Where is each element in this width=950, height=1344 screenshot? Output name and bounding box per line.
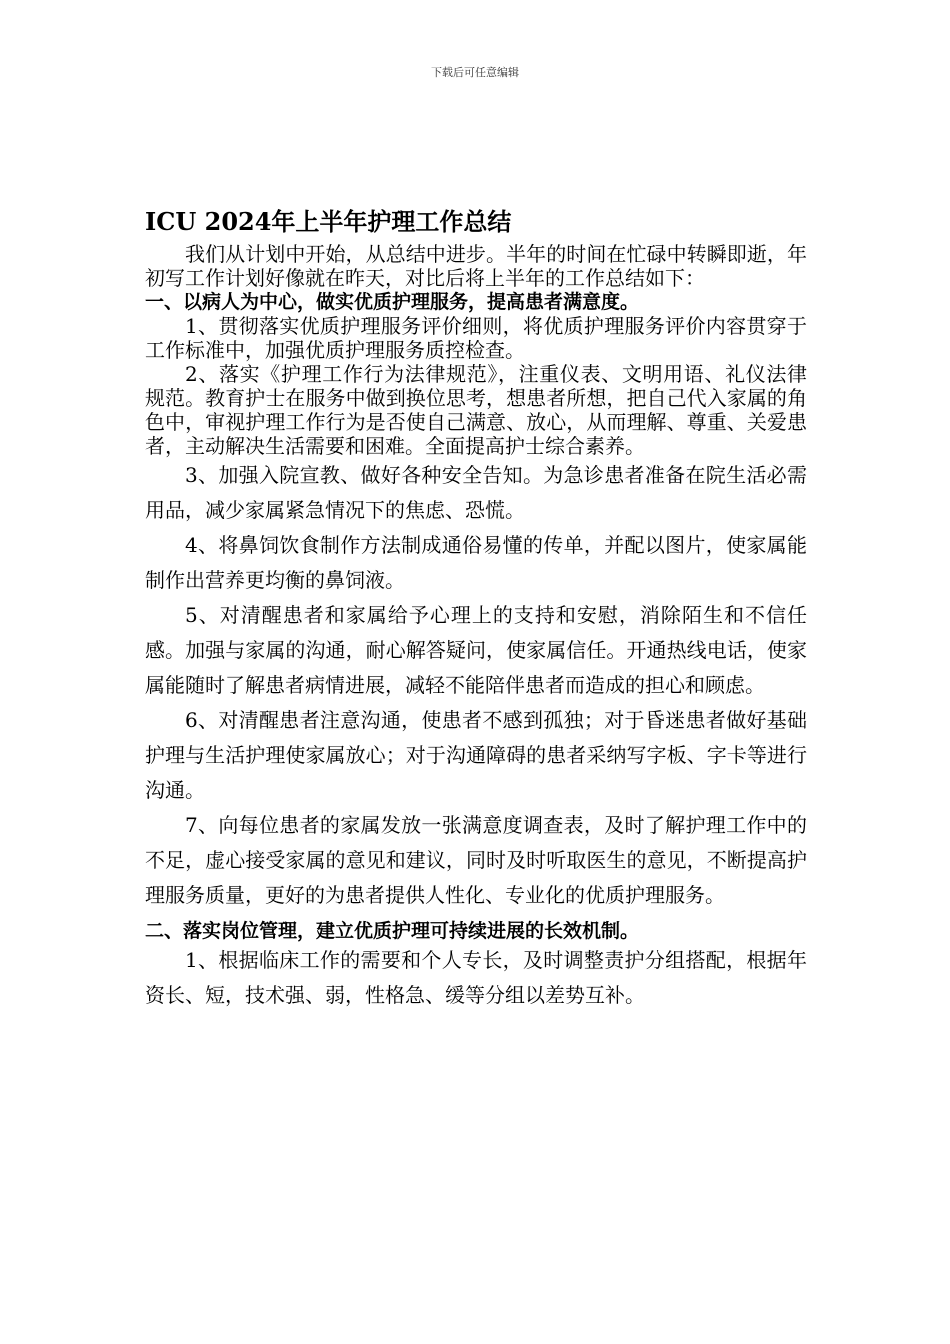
document-title: ICU 2024年上半年护理工作总结 <box>145 207 512 236</box>
document-body <box>145 204 807 1013</box>
section-1-item-7: 7、向每位患者的家属发放一张满意度调查表，及时了解护理工作中的不足，虚心接受家属的意见和建议，同时及时听取医生的意见，不断提高护理服务质量，更好的为患者提供人性化、专业化的优质护理服务。 <box>145 813 807 907</box>
page-header-note: 下载后可任意编辑 <box>431 66 519 79</box>
section-1-item-6: 6、对清醒患者注意沟通，使患者不感到孤独；对于昏迷患者做好基础护理与生活护理使家属放心；对于沟通障碍的患者采纳写字板、字卡等进行沟通。 <box>145 708 807 802</box>
section-1-item-1: 1、贯彻落实优质护理服务评价细则，将优质护理服务评价内容贯穿于工作标准中，加强优质护理服务质控检查。 <box>145 314 807 362</box>
section-1-item-2: 2、落实《护理工作行为法律规范》，注重仪表、文明用语、礼仪法律规范。教育护士在服务中做到换位思考，想患者所想，把自己代入家属的角色中，审视护理工作行为是否使自己满意、放心，从而理解、尊重、关爱患者，主动解决生活需要和困难。全面提高护士综合素养。 <box>145 362 807 458</box>
section-2-heading: 二、落实岗位管理，建立优质护理可持续进展的长效机制。 <box>145 920 640 942</box>
intro-paragraph: 我们从计划中开始，从总结中进步。半年的时间在忙碌中转瞬即逝，年初写工作计划好像就在昨天，对比后将上半年的工作总结如下： <box>145 242 807 290</box>
section-2-item-1: 1、根据临床工作的需要和个人专长，及时调整责护分组搭配，根据年资长、短，技术强、弱，性格急、缓等分组以差势互补。 <box>145 948 807 1007</box>
section-1-item-4: 4、将鼻饲饮食制作方法制成通俗易懂的传单，并配以图片，使家属能制作出营养更均衡的鼻饲液。 <box>145 533 807 592</box>
section-1-item-3: 3、加强入院宣教、做好各种安全告知。为急诊患者准备在院生活必需用品，减少家属紧急情况下的焦虑、恐慌。 <box>145 463 807 522</box>
section-1-item-5: 5、对清醒患者和家属给予心理上的支持和安慰，消除陌生和不信任感。加强与家属的沟通，耐心解答疑问，使家属信任。开通热线电话，使家属能随时了解患者病情进展，减轻不能陪伴患者而造成的担心和顾虑。 <box>145 603 807 697</box>
section-1-heading: 一、以病人为中心，做实优质护理服务，提高患者满意度。 <box>145 291 640 313</box>
